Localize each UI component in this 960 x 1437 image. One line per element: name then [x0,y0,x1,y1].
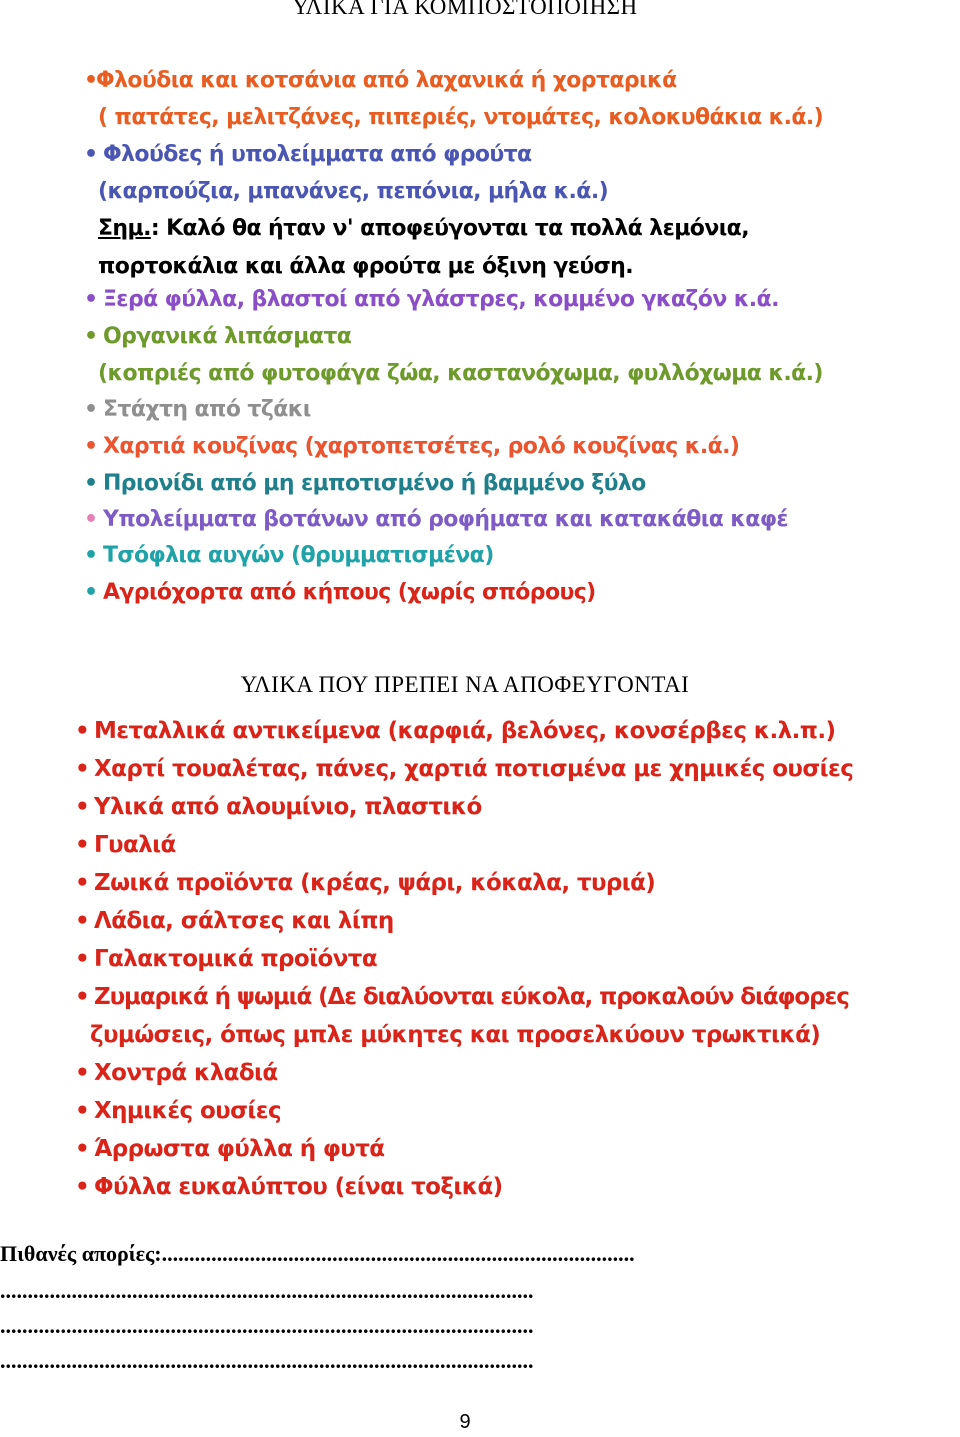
list-item-continuation [90,1022,820,1048]
list-item [75,1098,282,1124]
item-text: (καρπούζια, μπανάνες, πεπόνια, μήλα κ.ά.) [98,179,609,204]
item-text: Χαρτιά κουζίνας (χαρτοπετσέτες, ρολό κουζίνας κ.ά.) [103,434,740,459]
list-item [84,507,789,532]
list-item [75,718,836,744]
item-text: Χαρτί τουαλέτας, πάνες, χαρτιά ποτισμένα με χημικές ουσίες [94,756,854,782]
bullet-icon: • [75,946,90,972]
list-item [84,580,596,605]
list-item [84,142,532,167]
item-text: Γυαλιά [94,832,176,858]
bullet-icon: • [75,1136,90,1162]
list-item [84,324,352,349]
bullet-icon: • [84,543,98,568]
list-item [75,1060,278,1086]
item-text: ζυμώσεις, όπως μπλε μύκητες και προσελκύουν τρωκτικά) [90,1022,821,1048]
bullet-icon: • [84,507,98,532]
list-item [84,287,779,312]
bullet-icon: • [75,794,90,820]
questions-label: Πιθανές απορίες: [0,1241,162,1266]
note-text: : Καλό θα ήταν ν' αποφεύγονται τα πολλά λεμόνια, [150,216,749,241]
bullet-icon: • [84,142,98,167]
page-title: ΥΛΙΚΑ ΓΙΑ ΚΟΜΠΟΣΤΟΠΟΙΗΣΗ [292,0,638,19]
dotted-line: ................................................................................................. [0,1348,534,1373]
list-item-continuation [98,179,608,204]
item-text: Υλικά από αλουμίνιο, πλαστικό [94,794,482,820]
item-text: Φλούδια και κοτσάνια από λαχανικά ή χορταρικά [96,68,677,93]
bullet-icon: • [84,324,98,349]
item-text: (κοπριές από φυτοφάγα ζώα, καστανόχωμα, φυλλόχωμα κ.ά.) [98,361,823,386]
dotted-line: ................................................................................................. [0,1278,534,1303]
bullet-icon: • [84,287,98,312]
item-text: Στάχτη από τζάκι [103,397,311,422]
bullet-icon: • [75,1098,90,1124]
bullet-icon: • [75,984,89,1010]
bullet-icon: • [84,397,98,422]
note-text: πορτοκάλια και άλλα φρούτα με όξινη γεύση. [98,254,634,279]
item-text: Ξερά φύλλα, βλαστοί από γλάστρες, κομμένο γκαζόν κ.ά. [103,287,779,312]
bullet-icon: • [84,471,98,496]
bullet-icon: • [84,580,98,605]
bullet-icon: • [75,718,90,744]
list-item [75,984,849,1010]
list-item [75,946,378,972]
list-item [75,756,854,782]
note-line [98,216,749,241]
list-item [84,543,494,568]
note-label: Σημ. [98,216,151,241]
list-item-continuation [98,361,823,386]
list-item [75,870,656,896]
list-item [75,794,482,820]
questions-line [0,1241,635,1267]
list-item [75,1136,385,1162]
bullet-icon: • [75,908,90,934]
bullet-icon: • [75,870,90,896]
item-text: Αγριόχορτα από κήπους (χωρίς σπόρους) [103,580,596,605]
item-text: Οργανικά λιπάσματα [103,324,352,349]
item-text: Ζωικά προϊόντα (κρέας, ψάρι, κόκαλα, τυριά) [94,870,656,896]
list-item [75,908,394,934]
item-text: Πριονίδι από μη εμποτισμένο ή βαμμένο ξύλο [103,471,646,496]
bullet-icon: • [75,832,90,858]
list-item-continuation [98,105,823,130]
list-item [84,68,677,93]
bullet-icon: • [84,434,98,459]
item-text: Άρρωστα φύλλα ή φυτά [94,1136,385,1162]
list-item [84,471,646,496]
item-text: Χημικές ουσίες [94,1098,282,1124]
list-item [75,832,176,858]
item-text: Γαλακτομικά προϊόντα [94,946,378,972]
bullet-icon: • [75,756,90,782]
bullet-icon: • [84,68,98,93]
item-text: Υπολείμματα βοτάνων από ροφήματα και κατακάθια καφέ [103,507,789,532]
dotted-line: ................................................................................................. [0,1313,534,1338]
list-item [84,434,740,459]
list-item [84,397,311,422]
item-text: Λάδια, σάλτσες και λίπη [94,908,394,934]
dotted-line: ...................................................................................... [161,1241,635,1266]
item-text: Μεταλλικά αντικείμενα (καρφιά, βελόνες, κονσέρβες κ.λ.π.) [94,718,836,744]
bullet-icon: • [75,1060,90,1086]
page-number: 9 [459,1411,471,1433]
item-text: Φλούδες ή υπολείμματα από φρούτα [103,142,532,167]
item-text: Ζυμαρικά ή ψωμιά (Δε διαλύονται εύκολα, προκαλούν διάφορες [94,984,849,1010]
item-text: Τσόφλια αυγών (θρυμματισμένα) [103,543,494,568]
bullet-icon: • [75,1174,90,1200]
section-title: ΥΛΙΚΑ ΠΟΥ ΠΡΕΠΕΙ ΝΑ ΑΠΟΦΕΥΓΟΝΤΑΙ [240,672,690,697]
item-text: Φύλλα ευκαλύπτου (είναι τοξικά) [94,1174,503,1200]
item-text: ( πατάτες, μελιτζάνες, πιπεριές, ντομάτες, κολοκυθάκια κ.ά.) [98,105,824,130]
note-continuation [98,254,633,279]
list-item [75,1174,503,1200]
item-text: Χοντρά κλαδιά [94,1060,278,1086]
